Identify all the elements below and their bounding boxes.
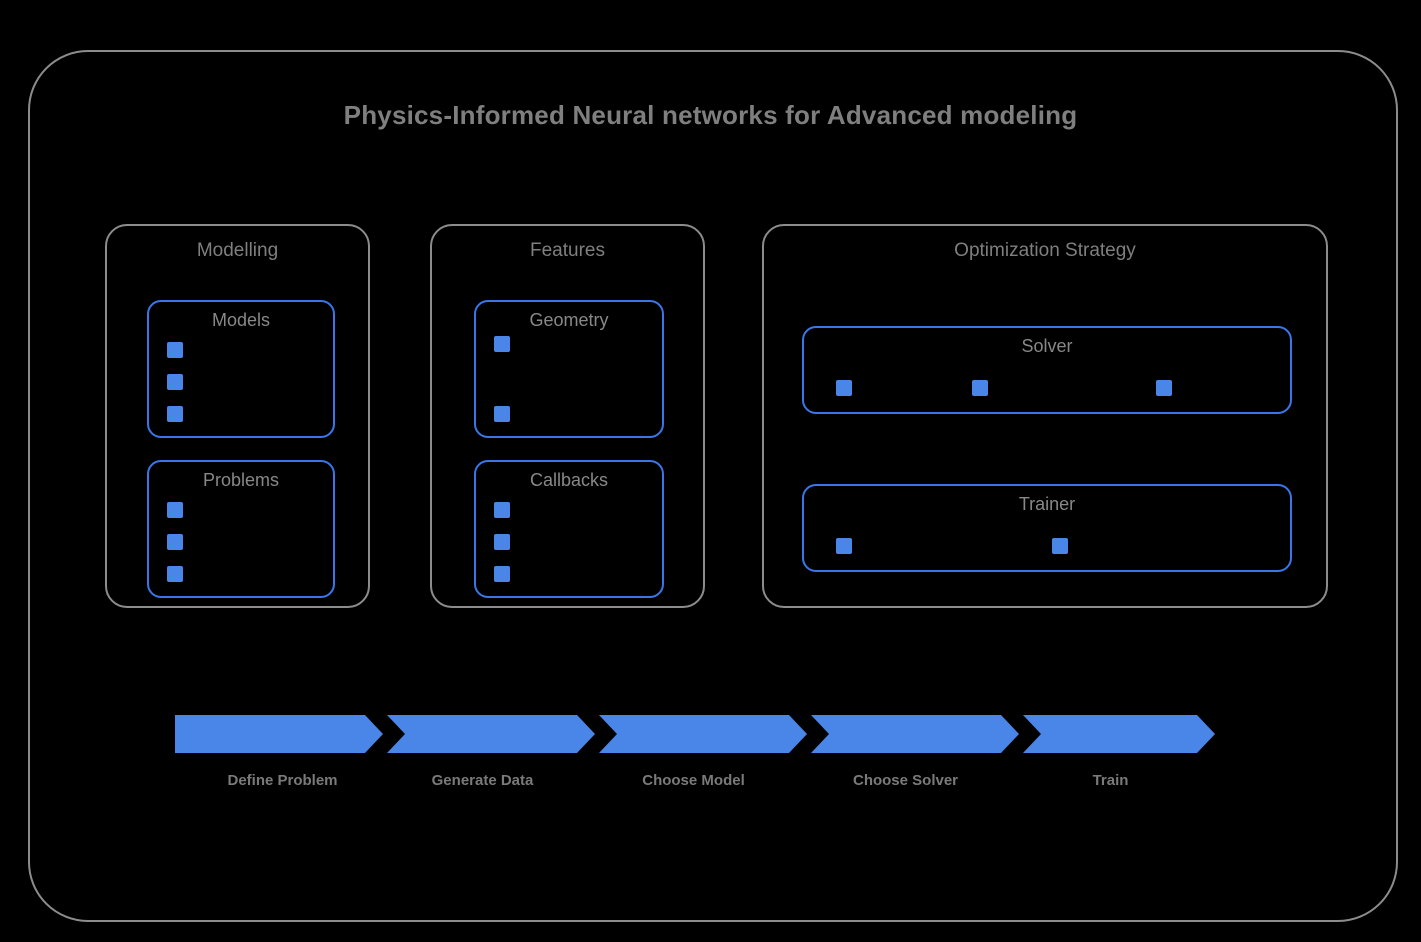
- box-trainer-label: Trainer: [1018, 494, 1076, 514]
- pipeline-label-4: Choose Solver: [852, 772, 959, 789]
- node-chip: [972, 380, 988, 396]
- box-geometry-label: Geometry: [529, 310, 609, 330]
- box-callbacks: [474, 460, 664, 598]
- pipeline-label-5: Train: [1092, 772, 1129, 789]
- pipeline-arrow-4: [811, 715, 1019, 753]
- group-modelling: [105, 224, 370, 608]
- box-geometry: [474, 300, 664, 438]
- pipeline-label-3: Choose Model: [642, 772, 745, 789]
- group-features-label: Features: [530, 240, 605, 261]
- node-chip: [494, 534, 510, 550]
- node-chip: [167, 566, 183, 582]
- node-chip: [167, 406, 183, 422]
- pipeline-arrow-2: [387, 715, 595, 753]
- box-problems-label: Problems: [202, 470, 280, 490]
- pipeline-arrow-5: [1023, 715, 1215, 753]
- node-chip: [494, 336, 510, 352]
- box-models-label: Models: [211, 310, 271, 330]
- node-chip: [494, 502, 510, 518]
- box-trainer: [802, 484, 1292, 572]
- pipeline-label-1: Define Problem: [227, 772, 338, 789]
- node-chip: [167, 534, 183, 550]
- pipeline: [175, 715, 1215, 755]
- node-chip: [494, 406, 510, 422]
- node-chip: [836, 380, 852, 396]
- pipeline-arrow-3: [599, 715, 807, 753]
- node-chip: [1052, 538, 1068, 554]
- box-problems: [147, 460, 335, 598]
- node-chip: [167, 374, 183, 390]
- box-callbacks-label: Callbacks: [529, 470, 609, 490]
- group-optimization-strategy-label: Optimization Strategy: [954, 240, 1136, 261]
- box-solver-label: Solver: [1021, 336, 1073, 356]
- node-chip: [494, 566, 510, 582]
- box-models: [147, 300, 335, 438]
- pipeline-arrow-1: [175, 715, 383, 753]
- node-chip: [167, 342, 183, 358]
- node-chip: [836, 538, 852, 554]
- node-chip: [167, 502, 183, 518]
- node-chip: [1156, 380, 1172, 396]
- group-modelling-label: Modelling: [196, 240, 279, 261]
- box-solver: [802, 326, 1292, 414]
- pipeline-label-2: Generate Data: [431, 772, 534, 789]
- group-optimization-strategy: [762, 224, 1328, 608]
- page-title: Physics-Informed Neural networks for Advanced modeling: [343, 100, 1078, 130]
- group-features: [430, 224, 705, 608]
